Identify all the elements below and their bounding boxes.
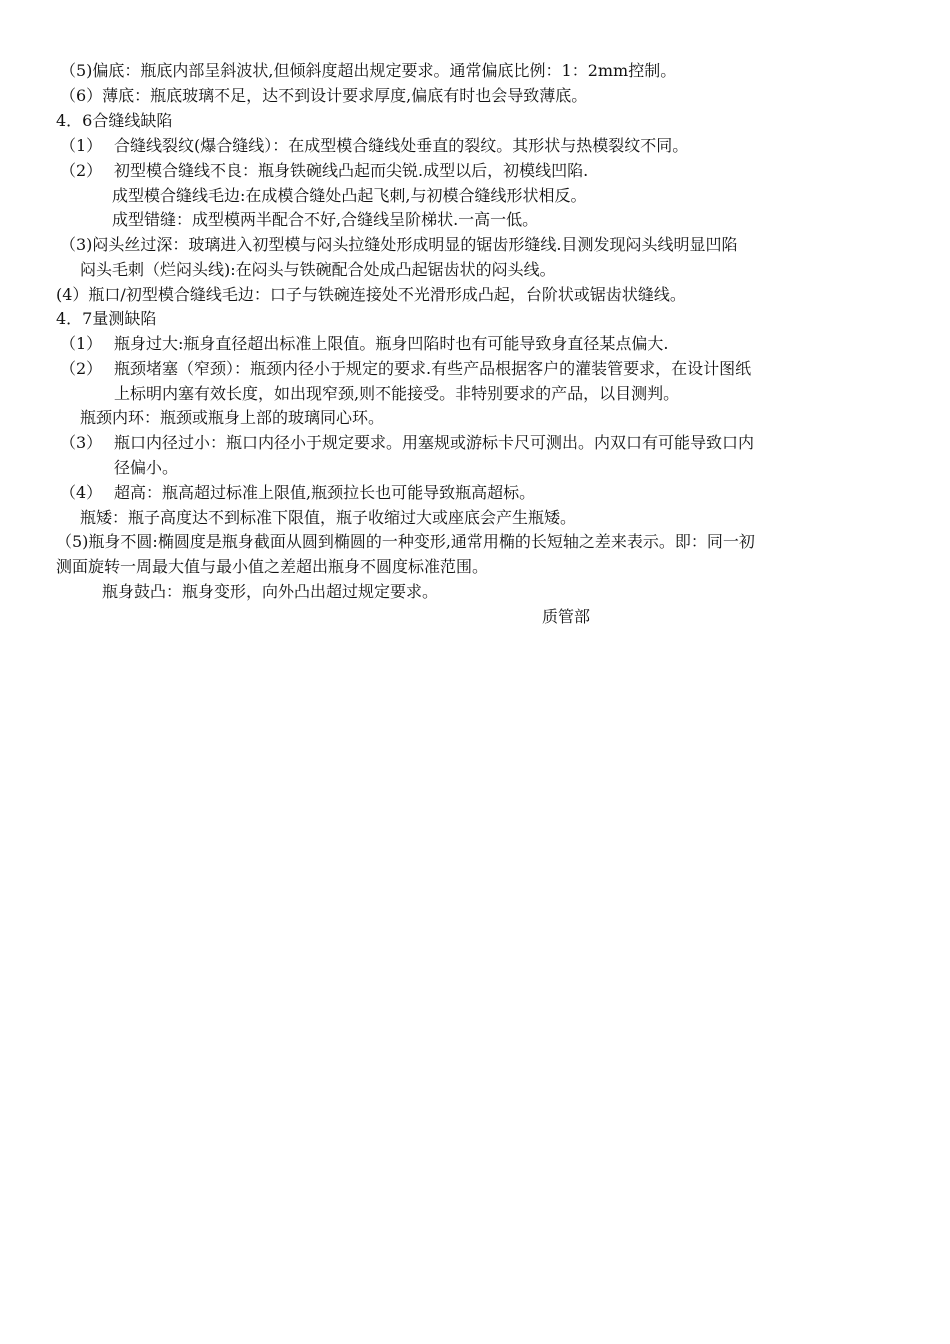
text-line: 瓶矮：瓶子高度达不到标准下限值，瓶子收缩过大或座底会产生瓶矮。	[80, 508, 577, 527]
department-signature: 质管部	[542, 607, 591, 626]
list-item-text: 瓶口内径过小：瓶口内径小于规定要求。用塞规或游标卡尺可测出。内双口有可能导致口内	[114, 433, 755, 452]
text-line: 瓶身鼓凸：瓶身变形，向外凸出超过规定要求。	[102, 582, 439, 601]
list-marker: （4）	[60, 483, 103, 502]
text-line: 测面旋转一周最大值与最小值之差超出瓶身不圆度标准范围。	[56, 557, 489, 576]
list-marker: （2）	[60, 359, 103, 378]
text-line: 成型模合缝线毛边:在成模合缝处凸起飞刺,与初模合缝线形状相反。	[112, 186, 587, 205]
text-line: （5)瓶身不圆:椭圆度是瓶身截面从圆到椭圆的一种变形,通常用椭的长短轴之差来表示。即：同一初	[56, 532, 755, 551]
text-line: 上标明内塞有效长度，如出现窄颈,则不能接受。非特别要求的产品，以目测判。	[114, 384, 680, 403]
text-line: （6）薄底：瓶底玻璃不足，达不到设计要求厚度,偏底有时也会导致薄底。	[60, 86, 588, 105]
section-heading: 4．7量测缺陷	[56, 309, 157, 328]
list-item-text: 初型模合缝线不良：瓶身铁碗线凸起而尖锐.成型以后，初模线凹陷.	[114, 161, 589, 180]
text-line: (4）瓶口/初型模合缝线毛边：口子与铁碗连接处不光滑形成凸起，台阶状或锯齿状缝线。	[56, 285, 686, 304]
section-heading: 4．6合缝线缺陷	[56, 111, 173, 130]
text-line: 成型错缝：成型模两半配合不好,合缝线呈阶梯状.一高一低。	[112, 210, 539, 229]
list-marker: （1）	[60, 136, 103, 155]
list-marker: （1）	[60, 334, 103, 353]
text-line: 闷头毛刺（烂闷头线):在闷头与铁碗配合处成凸起锯齿状的闷头线。	[80, 260, 556, 279]
list-item-text: 瓶颈堵塞（窄颈）：瓶颈内径小于规定的要求.有些产品根据客户的灌装管要求，在设计图纸	[114, 359, 752, 378]
text-line: 径偏小。	[114, 458, 179, 477]
list-item-text: 瓶身过大:瓶身直径超出标准上限值。瓶身凹陷时也有可能导致身直径某点偏大.	[114, 334, 669, 353]
text-line: （3)闷头丝过深：玻璃进入初型模与闷头拉缝处形成明显的锯齿形缝线.目测发现闷头线明显凹陷	[60, 235, 738, 254]
text-line: （5)偏底：瓶底内部呈斜波状,但倾斜度超出规定要求。通常偏底比例：1：2mm控制。	[60, 61, 677, 80]
list-item-text: 合缝线裂纹(爆合缝线）：在成型模合缝线处垂直的裂纹。其形状与热模裂纹不同。	[114, 136, 689, 155]
list-marker: （3）	[60, 433, 103, 452]
list-marker: （2）	[60, 161, 103, 180]
list-item-text: 超高：瓶高超过标准上限值,瓶颈拉长也可能导致瓶高超标。	[114, 483, 536, 502]
text-line: 瓶颈内环：瓶颈或瓶身上部的玻璃同心环。	[80, 408, 385, 427]
